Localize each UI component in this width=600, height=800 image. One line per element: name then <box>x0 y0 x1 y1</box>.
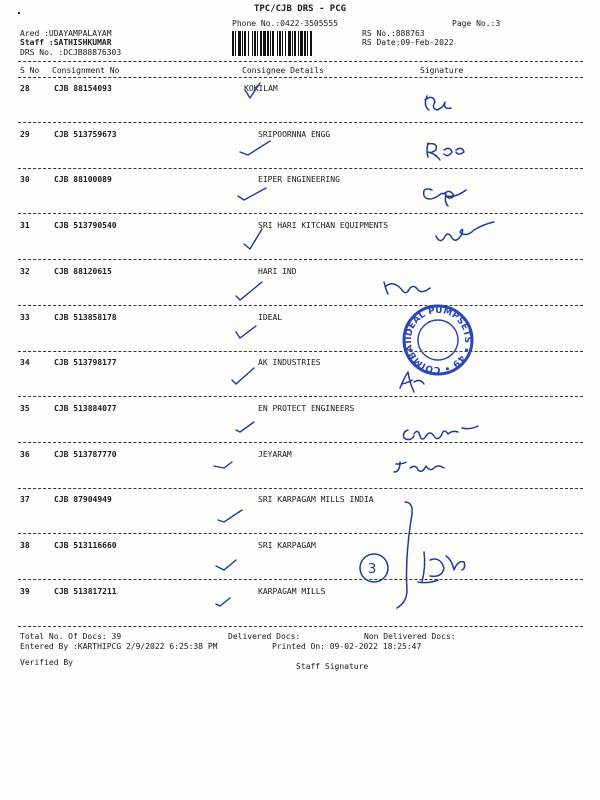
drs-number: DRS No. :DCJB88876303 <box>20 48 122 57</box>
row-consignment-no: CJB 88154093 <box>54 84 112 93</box>
signature-31 <box>436 222 494 241</box>
printed-on: Printed On: 09-02-2022 18:25:47 <box>272 642 422 651</box>
rs-number: RS No.:888763 <box>362 29 425 38</box>
company-stamp <box>404 306 472 374</box>
tick-mark <box>216 598 230 606</box>
row-consignee: EIPER ENGINEERING <box>258 175 340 184</box>
row-consignment-no: CJB 88120615 <box>54 267 112 276</box>
col-sno: S No <box>20 66 40 75</box>
area-label: Ared :UDAYAMPALAYAM <box>20 29 112 38</box>
row-sno: 29 <box>20 130 30 139</box>
signature-29 <box>427 143 464 160</box>
row-sno: 33 <box>20 313 30 322</box>
staff-label: Staff :SATHISHKUMAR <box>20 38 112 47</box>
row-consignee: KOKILAM <box>244 84 278 93</box>
total-docs: Total No. Of Docs: 39 <box>20 632 122 641</box>
entered-by: Entered By :KARTHIPCG 2/9/2022 6:25:38 PM <box>20 642 218 651</box>
row-sno: 38 <box>20 541 30 550</box>
tick-mark <box>236 282 262 300</box>
row-consignee: SRI KARPAGAM <box>258 541 316 550</box>
phone-number: Phone No.:0422-3505555 <box>232 19 338 28</box>
row-consignment-no: CJB 87904949 <box>54 495 112 504</box>
circled-number: 3 <box>368 562 377 577</box>
row-consignee: JEYARAM <box>258 450 292 459</box>
row-consignment-no: CJB 513884077 <box>54 404 117 413</box>
row-consignment-no: CJB 513787770 <box>54 450 117 459</box>
tick-mark <box>218 510 242 522</box>
row-consignment-no: CJB 513798177 <box>54 358 117 367</box>
tick-mark <box>236 422 254 432</box>
col-consignee: Consignee Details <box>242 66 324 75</box>
row-consignee: SRIPOORNNA ENGG <box>258 130 331 139</box>
footer-rule <box>18 626 583 627</box>
tick-mark <box>214 462 232 468</box>
signature-28 <box>425 96 451 110</box>
tick-mark <box>245 83 260 98</box>
delivered-docs: Delivered Docs: <box>228 632 301 641</box>
rs-date: RS Date:09-Feb-2022 <box>362 38 454 47</box>
row-consignment-no: CJB 513858178 <box>54 313 117 322</box>
row-consignment-no: CJB 513817211 <box>54 587 117 596</box>
document-title: TPC/CJB DRS - PCG <box>253 4 347 14</box>
row-consignee: HARI IND <box>258 267 297 276</box>
row-sno: 32 <box>20 267 30 276</box>
col-signature: Signature <box>420 66 464 75</box>
row-consignee: KARPAGAM MILLS <box>258 587 326 596</box>
page-number: Page No.:3 <box>452 19 501 28</box>
row-consignment-no: CJB 88100089 <box>54 175 112 184</box>
col-consignment: Consignment No <box>52 66 120 75</box>
row-sno: 39 <box>20 587 30 596</box>
tick-mark <box>240 141 270 155</box>
signature-38 <box>418 552 465 583</box>
signature-35 <box>404 426 479 440</box>
row-consignment-no: CJB 513790540 <box>54 221 117 230</box>
row-sno: 35 <box>20 404 30 413</box>
bracket-line <box>397 502 412 608</box>
row-sno: 36 <box>20 450 30 459</box>
row-sno: 34 <box>20 358 30 367</box>
non-delivered-docs: Non Delivered Docs: <box>364 632 456 641</box>
row-consignee: IDEAL <box>258 313 283 322</box>
tick-mark <box>244 229 262 249</box>
tick-mark <box>238 188 266 200</box>
row-sno: 28 <box>20 84 30 93</box>
tick-mark <box>232 368 254 384</box>
tick-mark <box>236 326 256 338</box>
row-consignee: AK INDUSTRIES <box>258 358 321 367</box>
signature-32 <box>384 282 430 294</box>
signature-30 <box>424 189 466 206</box>
row-consignee: SRI HARI KITCHAN EQUIPMENTS <box>258 221 389 230</box>
row-sno: 37 <box>20 495 30 504</box>
row-consignee: SRI KARPAGAM MILLS INDIA <box>258 495 374 504</box>
row-consignment-no: CJB 513759673 <box>54 130 117 139</box>
verified-by: Verified By <box>20 658 73 667</box>
signature-36 <box>394 462 444 472</box>
tick-mark <box>216 560 236 570</box>
row-sno: 31 <box>20 221 30 230</box>
staff-signature: Staff Signature <box>296 662 369 671</box>
stamp-text: IDEAL PUMPSETS • 49 • COIMBATORE <box>403 305 473 375</box>
row-consignment-no: CJB 513116660 <box>54 541 117 550</box>
signature-34 <box>400 372 424 392</box>
row-sno: 30 <box>20 175 30 184</box>
row-consignee: EN PROTECT ENGINEERS <box>258 404 355 413</box>
